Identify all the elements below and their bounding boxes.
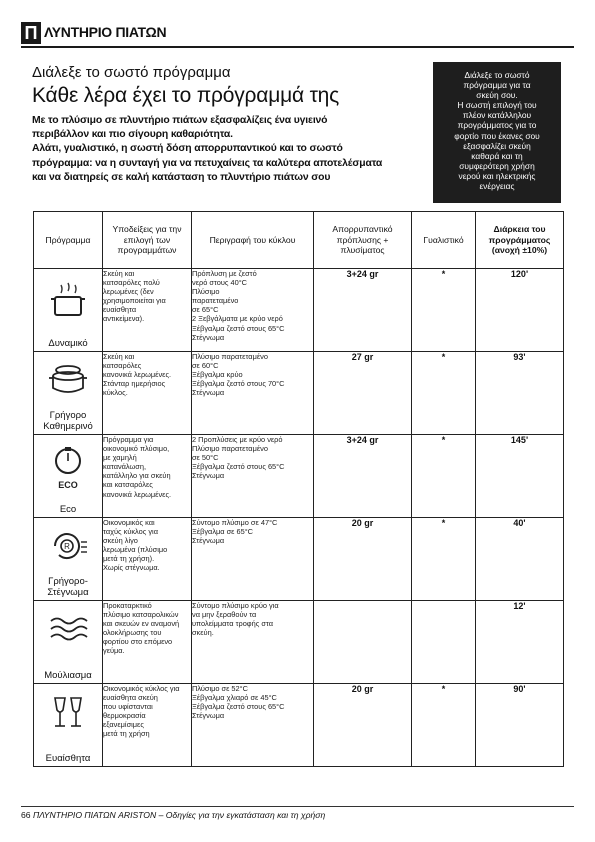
detergent-cell: 20 gr — [314, 518, 412, 601]
text-line: οικονομικό πλύσιμο, — [103, 444, 170, 454]
text-line: Ξέβγαλμα ζεστό στους 65°C — [192, 702, 285, 712]
program-name: Γρήγορο-Στέγνωμα — [47, 576, 89, 598]
text-line: σε 65°C — [192, 305, 219, 315]
text-line: φορτίου στο επόμενο — [103, 637, 173, 647]
rinse-aid-cell: * — [412, 269, 476, 352]
text-line: Στάνταρ ημερήσιος — [103, 379, 166, 389]
eco-label: ECO — [58, 480, 78, 490]
text-line: χρησιμοποιείται για — [103, 296, 166, 306]
page-subtitle: Διάλεξε το σωστό πρόγραμμα — [32, 64, 231, 81]
text-line: Χωρίς στέγνωμα. — [103, 563, 160, 573]
table-row — [34, 435, 564, 518]
text-line: Ξέβγαλμα χλιαρό σε 45°C — [192, 693, 277, 703]
text-line: Πλύσιμο παρατεταμένο — [192, 352, 268, 361]
text-line: Στέγνωμα — [192, 332, 225, 342]
page-title: Κάθε λέρα έχει το πρόγραμμά της — [32, 84, 340, 107]
text-line: παρατεταμένο — [192, 296, 239, 306]
tip-line: συμφερότερη χρήση — [459, 160, 535, 171]
text-line: Σκεύη και — [103, 269, 135, 278]
tip-line: Διάλεξε το σωστό — [464, 70, 530, 80]
rinse-aid-cell — [412, 601, 476, 684]
page-number: 66 — [21, 810, 31, 820]
text-line: ολοκλήρωσης του — [103, 628, 162, 638]
col-header-detergent: Απορρυπαντικό πρόπλυσης + πλυσίματος — [314, 212, 412, 269]
description-cell — [192, 518, 314, 601]
text-line: Οικονομικός κύκλος για — [103, 684, 180, 693]
text-line: υπολείμματα τροφής στα — [192, 619, 273, 629]
text-line: 2 Ξεβγάλματα με κρύο νερό — [192, 314, 283, 324]
program-name: Ευαίσθητα — [45, 753, 91, 764]
duration-cell: 12' — [476, 601, 564, 684]
text-line: ευαίσθητα — [103, 305, 137, 315]
col-header-rinse-aid: Γυαλιστικό — [412, 212, 476, 269]
duration-cell: 120' — [476, 269, 564, 352]
text-line: κατσαρόλες πολύ — [103, 278, 160, 288]
text-line: νερό στους 40°C — [192, 278, 248, 288]
text-line: με χαμηλή — [103, 453, 137, 463]
table-row — [34, 601, 564, 684]
table-row — [34, 352, 564, 435]
tip-line: φορτίο που έκανες σου — [454, 130, 540, 141]
text-line: θερμοκρασία — [103, 711, 146, 721]
eco-icon — [47, 445, 89, 493]
description-cell — [192, 435, 314, 518]
text-line: 2 Προπλύσεις με κρύο νερό — [192, 435, 283, 444]
text-line: γεύμα. — [103, 646, 125, 656]
text-line: Στέγνωμα — [192, 536, 225, 546]
detergent-cell: 27 gr — [314, 352, 412, 435]
text-line: Πλύσιμο σε 52°C — [192, 684, 248, 693]
svg-text:R: R — [64, 542, 70, 551]
program-cell — [34, 435, 103, 518]
footer-text: – Οδηγίες για την εγκατάσταση και τη χρήση — [158, 810, 326, 820]
table-row — [34, 684, 564, 767]
intro-line: περιβάλλον και πιο σίγουρη καθαριότητα. — [32, 129, 233, 141]
rinse-aid-cell: * — [412, 518, 476, 601]
intro-line: Με το πλύσιμο σε πλυντήριο πιάτων εξασφαλίζεις ένα υγιεινό — [32, 115, 328, 126]
indications-cell — [103, 352, 192, 435]
text-line: Σύντομο πλύσιμο σε 47°C — [192, 518, 278, 527]
text-line: αντικείμενα). — [103, 314, 145, 324]
text-line: Πλύσιμο — [192, 287, 220, 297]
text-line: λερωμένες (δεν — [103, 287, 154, 297]
text-line: Στέγνωμα — [192, 388, 225, 398]
text-line: σε 50°C — [192, 453, 219, 463]
section-title: ΛΥΝΤΗΡΙΟ ΠΙΑΤΩΝ — [44, 24, 167, 40]
text-line: κανονικά λερωμένες. — [103, 489, 172, 499]
text-line: πλύσιμο κατσαρολικών — [103, 610, 179, 620]
duration-cell: 145' — [476, 435, 564, 518]
program-table — [33, 211, 564, 767]
text-line: λερωμένα (πλύσιμο — [103, 545, 168, 555]
indications-cell — [103, 684, 192, 767]
text-line: κατανάλωση, — [103, 462, 147, 472]
text-line: Ξέβγαλμα σε 65°C — [192, 527, 254, 537]
text-line: Πρόπλυση με ζεστό — [192, 269, 257, 278]
tip-line: προγράμματος για το — [457, 120, 537, 131]
text-line: ευαίσθητα σκεύη — [103, 693, 158, 703]
program-cell — [34, 684, 103, 767]
intro-line: και να διατηρείς σε καλή κατάσταση το πλυντήριο πιάτων σου — [32, 171, 331, 183]
text-line: Οικονομικός και — [103, 518, 155, 527]
program-cell — [34, 601, 103, 684]
text-line: κανονικά λερωμένες. — [103, 370, 172, 380]
description-cell — [192, 684, 314, 767]
program-name: Γρήγορο Καθημερινό — [43, 410, 93, 432]
col-header-indications: Υποδείξεις για την επιλογή των προγραμμάτων — [103, 212, 192, 269]
tip-box — [433, 62, 561, 203]
rinse-aid-cell: * — [412, 352, 476, 435]
casserole-icon — [47, 362, 89, 400]
tip-line: καθαρά και τη — [471, 150, 523, 161]
page-footer — [21, 810, 325, 820]
text-line: Ξέβγαλμα ζεστό στους 65°C — [192, 323, 285, 333]
tip-line: πλέον κατάλληλου — [462, 110, 532, 121]
detergent-cell: 3+24 gr — [314, 269, 412, 352]
tip-line: εξασφαλίζει σκεύη — [463, 140, 531, 151]
rapid-dry-icon — [47, 528, 89, 564]
description-cell — [192, 269, 314, 352]
text-line: ταχύς κύκλος για — [103, 527, 158, 537]
rinse-aid-cell: * — [412, 435, 476, 518]
description-cell — [192, 352, 314, 435]
text-line: Σκεύη και — [103, 352, 135, 361]
program-name: Eco — [59, 504, 77, 515]
tip-line: Η σωστή επιλογή του — [457, 100, 537, 111]
col-header-program: Πρόγραμμα — [34, 212, 103, 269]
indications-cell — [103, 518, 192, 601]
tip-line: νερού και ηλεκτρικής — [458, 170, 536, 181]
text-line: Προκαταρκτικό — [103, 601, 152, 610]
table-row — [34, 269, 564, 352]
indications-cell — [103, 435, 192, 518]
duration-cell: 90' — [476, 684, 564, 767]
col-header-description: Περιγραφή του κύκλου — [192, 212, 314, 269]
footer-brand: ΠΛΥΝΤΗΡΙΟ ΠΙΑΤΩΝ ARISTON — [32, 810, 157, 820]
table-header-row — [34, 212, 564, 269]
text-line: σκεύη λίγο — [103, 536, 138, 546]
tip-line: πρόγραμμα για τα — [463, 80, 531, 91]
text-line: σκεύη. — [192, 628, 214, 638]
footer-rule — [21, 806, 574, 807]
intro-line: πρόγραμμα: να η συνταγή για να πετυχαίνεις τα καλύτερα αποτελέσματα — [32, 157, 383, 169]
text-line: Πρόγραμμα για — [103, 435, 154, 444]
duration-cell: 93' — [476, 352, 564, 435]
duration-cell: 40' — [476, 518, 564, 601]
soak-icon — [47, 611, 89, 645]
intro-line: Αλάτι, γυαλιστικό, η σωστή δόση απορρυπαντικού και το σωστό — [32, 143, 343, 155]
program-name: Μούλιασμα — [44, 670, 92, 681]
text-line: κύκλος. — [103, 388, 128, 398]
program-name: Δυναμικό — [48, 338, 88, 349]
text-line: κατάλληλο για σκεύη — [103, 471, 171, 481]
text-line: μετά τη χρήση — [103, 729, 150, 739]
text-line: και σκευών εν αναμονή — [103, 619, 180, 629]
detergent-cell: 3+24 gr — [314, 435, 412, 518]
text-line: μετά τη χρήση). — [103, 554, 155, 564]
text-line: και κατσαρόλες — [103, 480, 153, 490]
detergent-cell: 20 gr — [314, 684, 412, 767]
intro-paragraph — [32, 114, 417, 185]
tip-line: σκεύη σου. — [476, 90, 518, 101]
text-line: που υφίστανται — [103, 702, 153, 712]
text-line: Πλύσιμο παρατεταμένο — [192, 444, 268, 454]
col-header-duration: Διάρκεια του προγράμματος (ανοχή ±10%) — [476, 212, 564, 269]
section-letter-box: Π — [21, 22, 41, 44]
text-line: Ξέβγαλμα ζεστό στους 65°C — [192, 462, 285, 472]
text-line: Στέγνωμα — [192, 711, 225, 721]
description-cell — [192, 601, 314, 684]
text-line: εξανεμίσιμες — [103, 720, 144, 730]
program-cell — [34, 269, 103, 352]
detergent-cell — [314, 601, 412, 684]
text-line: Ξέβγαλμα ζεστό στους 70°C — [192, 379, 285, 389]
indications-cell — [103, 601, 192, 684]
text-line: σε 60°C — [192, 361, 219, 371]
header-rule — [21, 46, 574, 48]
text-line: Ξέβγαλμα κρύο — [192, 370, 243, 380]
rinse-aid-cell: * — [412, 684, 476, 767]
pot-icon — [47, 279, 89, 321]
program-cell — [34, 518, 103, 601]
glass-icon — [47, 694, 89, 734]
text-line: να μην ξεραθούν τα — [192, 610, 257, 620]
text-line: Σύντομο πλύσιμο κρύο για — [192, 601, 279, 610]
text-line: κατσαρόλες — [103, 361, 142, 371]
program-cell — [34, 352, 103, 435]
indications-cell — [103, 269, 192, 352]
tip-line: ενέργειας — [479, 181, 515, 192]
table-row — [34, 518, 564, 601]
text-line: Στέγνωμα — [192, 471, 225, 481]
